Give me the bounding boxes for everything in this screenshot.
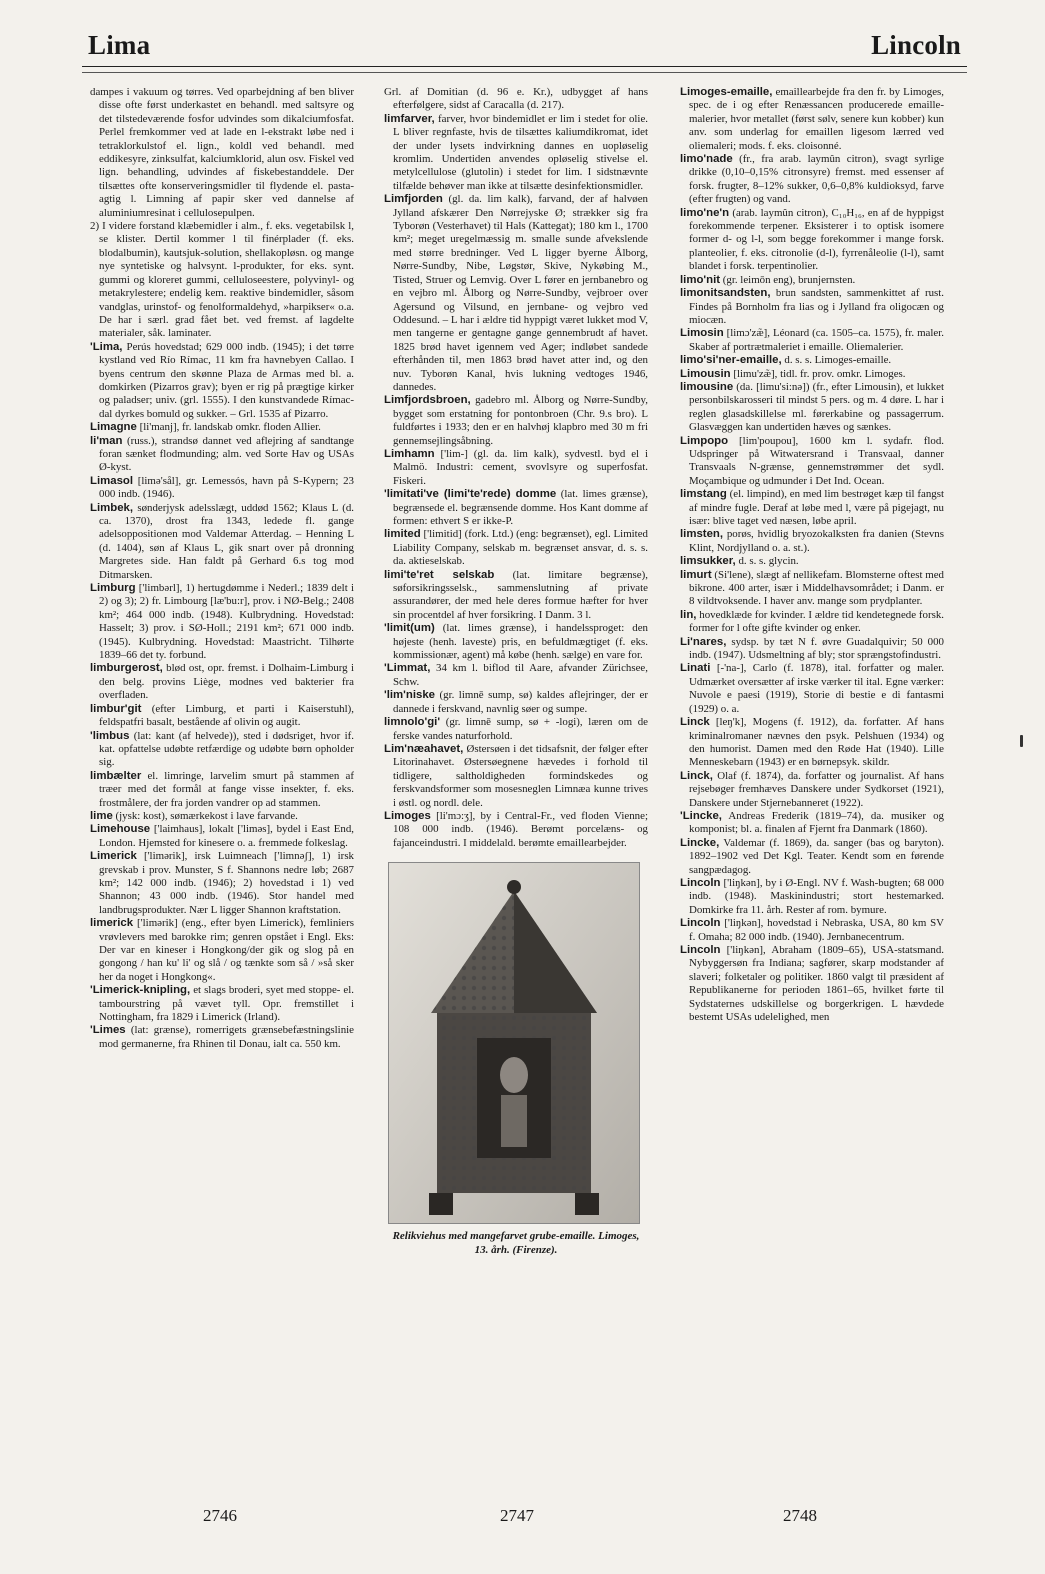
page-number-2: 2747 [500, 1506, 534, 1525]
dictionary-entry [680, 207, 944, 274]
entry-headword: 'limbus [90, 729, 130, 742]
entry-text: (da. [limu'si:nə]) (fr., efter Limousin), et lukket personbilskarosseri til mindst 5 pers. og m. 4 døre. L har i reglen glasadskillelse ml. førerkabine og passagerrum. Glasvæggen kan undertiden hæves og sænkes. [689, 380, 944, 434]
dictionary-entry [384, 743, 648, 810]
entry-text: (gr. limnē sump, sø) kaldes aflejringer, der er dannede i ferskvand, navnlig søer og sumpe. [393, 689, 648, 715]
entry-text: (efter Limburg, et parti i Kaiserstuhl), feldspatfri basalt, bestående af olivin og augit. [99, 702, 354, 729]
dictionary-entry [384, 662, 648, 689]
entry-text: ['liŋkən], hovedstad i Nebraska, USA, 80 km SV f. Omaha; 82 000 indb. (1940). Jernbanecentrum. [689, 917, 944, 943]
entry-headword: Limagne [90, 421, 137, 434]
entry-headword: Limburg [90, 582, 136, 595]
entry-headword: 'limitati've (limi'te'rede) domme [384, 488, 557, 501]
entry-text: (lat. limes grænse), begrænsede el. begrænsende domme. Hos Kant domme af formen: ethvert S er ikke-P. [393, 488, 648, 527]
entry-headword: Lincoln [680, 944, 721, 956]
reliquary-photo [388, 862, 640, 1224]
entry-headword: 'Limerick-knipling, [90, 984, 191, 997]
dictionary-entry [680, 287, 944, 327]
dictionary-entry [384, 810, 648, 850]
entry-headword: Limosin [680, 327, 724, 340]
dictionary-entry [90, 475, 354, 502]
entry-headword: 'Lincke, [680, 809, 722, 822]
entry-text: Valdemar (f. 1869), da. sanger (bas og baryton). 1892–1902 ved Det Kgl. Teater. Kendt som en førende sangpædagog. [689, 836, 944, 876]
entry-headword: limo'nit [680, 273, 721, 286]
entry-headword: Limfjordsbroen, [384, 394, 471, 407]
entry-headword: Limpopo [680, 434, 729, 447]
entry-headword: 'limit(um) [384, 622, 435, 635]
entry-text: (lat: kant (af helvede)), sted i dødsriget, hvor if. kat. opfattelse udøbte retfærdige og udøbte børn opholder sig. [99, 729, 354, 769]
dictionary-entry [680, 810, 944, 837]
entry-headword: 'lim'niske [384, 689, 436, 702]
entry-headword: 'Lima, [90, 340, 123, 353]
dictionary-entry [384, 113, 648, 193]
dictionary-entry [384, 193, 648, 394]
dictionary-entry [90, 770, 354, 810]
entry-headword: limburgerost, [90, 662, 163, 675]
dictionary-entry [90, 1024, 354, 1051]
entry-headword: Limhamn [384, 447, 435, 460]
entry-text: et slags broderi, syet med stoppe- el. tambourstring på vævet tyll. Opr. fremstillet i Nottingham, fra 1829 i Limerick (Irland). [99, 984, 354, 1024]
dictionary-entry [680, 944, 944, 1024]
entry-headword: limerick [90, 917, 134, 930]
entry-text: Grl. af Domitian (d. 96 e. Kr.), udbygget af hans efterfølgere, sidst af Caracalla (d. 217). [384, 86, 648, 112]
entry-text: 2) I videre forstand klæbemidler i alm., f. eks. vegetabilsk l, se klister. Dertil kommer l til finérplader (f. eks. blodalbumin), kautsjuk-solution, shellakopløsn. og mange nye syntetiske og halvsynt. l-produkter, for eks. synt. gummi og kloreret gummi, celluloseestere, polyvinyl- og metakrylestere; endelig kem. reaktive bindemidler, såsom vandglas, urinstof- og fenolformaldehyd, »harpikser« o.a. De har i særl. grad fået bet. ved fremst. af lagdelte materialer, såk. laminater. [90, 220, 354, 340]
entry-text: brun sandsten, sammenkittet af rust. Findes på Bornholm fra lias og i Jylland fra oligocæn og miocæn. [689, 287, 944, 326]
entry-headword: limousine [680, 380, 734, 393]
page-number-3: 2748 [783, 1506, 817, 1525]
dictionary-entry [680, 662, 944, 716]
entry-text: [limɔ'zæ̃], Léonard (ca. 1505–ca. 1575), fr. maler. Skaber af portrætmaleriet i emaille. Oliemalerier. [689, 327, 944, 353]
column-1 [90, 86, 354, 1476]
entry-headword: limstang [680, 488, 727, 501]
dictionary-entry [680, 636, 944, 663]
dictionary-entry [90, 502, 354, 582]
entry-text: ['limbərl], 1) hertugdømme i Nederl.; 1839 delt i 2) og 3); 2) fr. Limbourg [læ'bu:r], prov. i NØ-Belg.; 2408 km²; 464 000 indb. (1948). Kulbrydning. Hovedstad: Hasselt; 3) prov. i SØ-Holl.; 2191 km²; 671 000 indb. (1945). Kulbrydning. Hovedstad: Maastricht. Tilhørte 1839–66 det ty. forbund. [99, 582, 354, 662]
entry-headword: limo'si'ner-emaille, [680, 354, 782, 367]
entry-text: ['limərik] (eng., efter byen Limerick), femliniers vrøvlevers med barokke rim; genren opstået i Engl. Eks: Der var en kineser i Hongkong/der gik og slog på en gongong / han ku' li' og slå / og tænkte som så / »så sker her da noget i Hongkong«. [99, 917, 354, 983]
entry-text: [limu'zæ̃], tidl. fr. prov. omkr. Limoges. [730, 367, 906, 380]
entry-headword: Limoges [384, 809, 431, 822]
entry-text: [lim'poupou], 1600 km l. sydafr. flod. Udspringer på Witwatersrand i Transvaal, danner Transvaals N-grænse, gennemstrømmer det sydl. Moçambique og udmunder i Det Ind. Ocean. [689, 434, 944, 487]
entry-headword: lin, [680, 608, 697, 621]
entry-text: ['liŋkən], Abraham (1809–65), USA-statsmand. Nybyggersøn fra Indiana; sagfører, skarp modstander af slaveri; folketaler og politiker. 1860 valgt til præsident af Republikanerne for perioden 1861–65, hvilket førte til Sydstaternes udskillelse og borgerkrigen. L hævdede bestemt USAs udelelighed, men [689, 944, 944, 1024]
entry-headword: limi'te'ret selskab [384, 568, 495, 581]
dictionary-entry [90, 341, 354, 421]
entry-text: Andreas Frederik (1819–74), da. musiker og komponist; bl. a. finalen af Fjernt fra Danmark (1860). [689, 809, 944, 836]
entry-headword: Limoges-emaille, [680, 86, 773, 98]
dictionary-entry [384, 86, 648, 113]
entry-headword: Linck, [680, 769, 713, 782]
dictionary-entry [680, 569, 944, 609]
entry-text: gadebro ml. Ålborg og Nørre-Sundby, bygget som erstatning for pontonbroen (Chr. 9.s bro). L fuldførtes i 1933; den er en halvhøj klapbro med 30 m fri gennemsejlingsåbning. [393, 394, 648, 447]
entry-headword: Li'nares, [680, 635, 727, 648]
entry-headword: limo'ne'n [680, 206, 730, 219]
entry-text: (Si'lene), slægt af nellikefam. Blomsterne oftest med bikrone. 400 arter, især i Middelhavsområdet; i Danm. er 8 vildtvoksende. I haver anv. mange som prydplanter. [689, 568, 944, 608]
running-head [82, 28, 967, 67]
entry-text: sønderjysk adelsslægt, uddød 1562; Klaus L (d. ca. 1370), drost fra 1343, ledede fl. gange adelsoppositionen mod Valdemar Atterdag. – Henning L (d. 1404), søn af Klaus L, gik snart over på dronning Margretes side. Han faldt på Gerhard 6.s tog mod Ditmarsken. [99, 501, 354, 581]
entry-text: ['limitid] (fork. Ltd.) (eng: begrænset), egl. Limited Liability Company, selskab m. begrænset ansvar, d. s. s. da. aktieselskab. [393, 528, 648, 568]
dictionary-entry [680, 609, 944, 636]
entry-headword: 'Limes [90, 1024, 126, 1037]
margin-mark [1020, 735, 1023, 747]
entry-text: (gl. da. lim kalk), farvand, der af halvøen Jylland afskærer Den Nørrejyske Ø; strækker sig fra Tyborøn (Vesterhavet) til Hals (Kattegat); 180 km l., 1700 km²; meget uregelmæssig m. smalle sunde afvekslende med større bredninger. Ved L ligger byerne Ålborg, Nørre-Sundby, Nibe, Løgstør, Skive, Nykøbing M., Tisted, Struer og Lemvig. Over L fører en jernbanebro og en vejbro ml. Ålborg og Nørre-Sundby, vejbroer over Agersund og Vilsund, en jernbane- og vejbro ved Oddesund. – L har i ældre tid hyppigt været lukket mod V, men tangerne er gentagne gange gennembrudt af havet. 1825 brød havet igennem ved Ager; indløbet sandede efterhånden til, men 1863 brød havet atter ind, og den nuv. Tyborøn Kanal, hvis lukning vedtoges 1946, dannedes. [393, 193, 648, 393]
entry-text: [-'na-], Carlo (f. 1878), ital. forfatter og maler. Udmærket oversætter af irske værker til ital. Egne værker: Nuvole e paesi (1919), Storie di bestie e di fantasmi (1929) o. a. [689, 662, 944, 715]
figure-caption: Relikviehus med mangefarvet grube-emaille. Limoges, 13. årh. (Firenze). [392, 1230, 640, 1256]
dictionary-entry [384, 689, 648, 716]
entry-text: (fr., fra arab. laymûn citron), svagt syrlige drikke (0,10–0,15% citronsyre) fremst. med essenser af forsk. frugter, 8–12% sukker, 0,6–0,8% kuldioksyd, farve (efter frugten) og vand. [689, 153, 944, 206]
entry-headword: limbælter [90, 769, 142, 782]
entry-headword: Limousin [680, 367, 731, 380]
entry-headword: limnolo'gi' [384, 716, 441, 729]
entry-text: el. limringe, larvelim smurt på stammen af træer med det formål at fange visse insekter, f. eks. frostmålere, der fra jorden vandrer op ad stammen. [99, 769, 354, 809]
entry-text: porøs, hvidlig bryozokalksten fra danien (Stevns Klint, Nordjylland o. a. st.). [689, 528, 944, 554]
dictionary-entry [90, 662, 354, 702]
dictionary-entry [384, 488, 648, 528]
entry-headword: 'Limmat, [384, 662, 431, 675]
dictionary-entry [680, 435, 944, 489]
dictionary-entry [384, 448, 648, 488]
entry-text: (gr. leimōn eng), brunjernsten. [720, 273, 856, 286]
entry-headword: Linati [680, 662, 711, 675]
entry-headword: limonitsandsten, [680, 287, 771, 300]
dictionary-entry [680, 368, 944, 381]
entry-text: d. s. s. Limoges-emaille. [781, 354, 892, 367]
dictionary-entry [90, 730, 354, 770]
entry-headword: Limasol [90, 474, 134, 487]
dictionary-entry [680, 86, 944, 153]
reliquary-illustration [389, 863, 639, 1223]
dictionary-entry [90, 421, 354, 434]
entry-headword: Limerick [90, 850, 137, 863]
dictionary-entry [90, 810, 354, 823]
entry-text: ['liŋkən], by i Ø-Engl. NV f. Wash-bugten; 68 000 indb. (1948). Maskinindustri; stort hestemarked. Domkirke fra 11. årh. Rester af rom. bymure. [689, 876, 944, 916]
entry-headword: limsukker, [680, 555, 736, 568]
dictionary-entry [680, 877, 944, 917]
dictionary-entry [680, 327, 944, 354]
dictionary-entry [90, 703, 354, 730]
dictionary-entry [680, 837, 944, 877]
dictionary-entry [680, 917, 944, 944]
entry-headword: Limbek, [90, 501, 134, 514]
dictionary-entry [90, 850, 354, 917]
entry-headword: Lincoln [680, 876, 721, 889]
entry-text: Østersøen i det tidsafsnit, der følger efter Litorinahavet. Østersøegnene hævedes i forhold til tidligere, saltholdigheden formindskedes og ferskvandsformer som mosesneglen Limnæa kunne trives i østl. og nordl. dele. [393, 742, 648, 809]
column-3 [680, 86, 944, 1476]
entry-text: ['limərik], irsk Luimneach ['limnəʃ], 1) irsk grevskab i prov. Munster, S f. Shannons nedre løb; 2687 km²; 142 000 indb. (1946); 2) hovedstad i 1) ved Shannon; 43 000 indb. (1946). Stor handel med landbrugsprodukter. Nær L ligger Shannon kraftstation. [99, 850, 354, 916]
column-2 [384, 86, 648, 1476]
entry-text: farver, hvor bindemidlet er lim i stedet for olie. L bliver regnfaste, hvis de tilsættes kaliumdikromat, idet der under lysets indvirkning dannes en uopløselig kromlim. Undertiden anvendes opløselig stivelse el. metylcellulose (glutolin) i stedet for lim. I sidstnævnte tilfælde behøver man ikke at tilsætte desinfektionsmidler. [393, 112, 648, 192]
entry-text: Perús hovedstad; 629 000 indb. (1945); i det tørre kystland ved Río Rímac, 11 km fra havnebyen Callao. I byens centrum den skønne Plaza de Armas med bl. a. domkirken (Pizarros grav); byen er rig på prægtige kirker og paladser; univ. (grl. 1555). I den kunstvandede Rímac-dal dyrkes bomuld og sukker. – Grl. 1535 af Pizarro. [99, 340, 354, 420]
entry-text: 34 km l. biflod til Aare, afvander Zürichsee, Schw. [393, 662, 648, 688]
running-head-left: Lima [88, 30, 151, 60]
entry-text: ['lim-] (gl. da. lim kalk), sydvestl. byd el i Malmö. Industri: cement, svovlsyre og superfosfat. Fiskeri. [393, 447, 648, 487]
entry-text: blød ost, opr. fremst. i Dolhaim-Limburg i den belg. provins Liège, modnes ved bakterier fra overfladen. [99, 662, 354, 702]
entry-headword: limsten, [680, 528, 724, 541]
dictionary-entry [680, 381, 944, 435]
dictionary-entry [90, 917, 354, 984]
dictionary-entry [680, 274, 944, 287]
entry-text: (russ.), strandsø dannet ved aflejring af sandtange foran sænket flodmunding; alm. ved Sorte Hav og USAs Ø-kyst. [99, 434, 354, 474]
entry-text: (lat: grænse), romerrigets grænsebefæstningslinie mod germanerne, fra Rhinen til Donau, ialt ca. 550 km. [99, 1024, 354, 1050]
dictionary-entry [680, 488, 944, 528]
running-head-right: Lincoln [871, 30, 961, 60]
dictionary-entry [90, 86, 354, 220]
entry-text: (jysk: kost), sømærkekost i lave farvande. [112, 809, 298, 822]
entry-headword: li'man [90, 434, 123, 447]
entry-text: dampes i vakuum og tørres. Ved oparbejdning af ben bliver disse ofte først underkastet en behandl. med saltsyre og det tilstedeværende fosfor udvindes som dikalciumfosfat. Perlel fremkommer ved at lade en l-ekstrakt løbe ned i tetraklorkulstof el. lign., koldl ved behandl. med eddikesyre, zinksulfat, kalciumklorid, alun osv. Fiskel ved lign. behandling, udvindes af fiskebestanddele. Der tilsættes ofte konserveringsmidler til flydende el. pasta-agtig l. Limning af papir sker ved dannelse af aluminiumresinat i cellulosepulpen. [90, 86, 354, 219]
entry-text: emaillearbejde fra den fr. by Limoges, spec. de i og efter Renæssancen producerede emaille-malerier, hvor metallet (først sølv, senere kun kobber) kun anv. som underlag for emaillen ligesom lærred ved oliemaleri; mods. f. eks. cloisonné. [689, 86, 944, 152]
dictionary-entry [90, 823, 354, 850]
entry-headword: lime [90, 809, 113, 822]
entry-headword: limfarver, [384, 112, 435, 125]
entry-text: [leŋ'k], Mogens (f. 1912), da. forfatter. Af hans kriminalromaner nævnes den psyk. Pelshuen (1934) og den humorist. Damen med den Røde Hat (1940). Lille Menneskebarn (1943) er en børnepsyk. skildr. [689, 716, 944, 769]
entry-text: [li'manj], fr. landskab omkr. floden Allier. [136, 421, 321, 434]
entry-headword: Lim'næahavet, [384, 742, 464, 755]
entry-text: sydsp. by tæt N f. øvre Guadalquivir; 50 000 indb. (1947). Udsmeltning af bly; stor sprængstofindustri. [689, 635, 944, 662]
dictionary-entry [680, 528, 944, 555]
dictionary-entry [680, 354, 944, 367]
entry-text: Olaf (f. 1874), da. forfatter og journalist. Af hans rejsebøger fremhæves Danskere under Sydkorset (1921), Danskere under Stjernebanneret (1922). [689, 769, 944, 809]
entry-text: (arab. laymûn citron), C₁₀H₁₆, en af de hyppigst forekommende terpener. Eksisterer i to optisk isomere former d- og l-l, som begge forekommer i mange forsk. planteolier, f. eks. citronolie (d-l), fyrrenåleolie (l-l), samt blandet i forsk. terpentinolier. [689, 206, 944, 273]
entry-headword: Lincoln [680, 917, 721, 930]
entry-headword: Limfjorden [384, 193, 443, 206]
dictionary-entry [680, 770, 944, 810]
dictionary-entry [680, 716, 944, 770]
dictionary-entry [90, 435, 354, 475]
entry-text: [li'mɔ:ʒ], by i Central-Fr., ved floden Vienne; 108 000 indb. (1946). Berømt porcelæns- og fajanceindustri. I middelald. berømte emaillearbejder. [393, 809, 648, 849]
entry-text: (el. limpind), en med lim bestrøget kæp til fangst af mindre fugle. Deraf at løbe med l, være på pigejagt, nu især: blive taget ved næsen, løbe april. [689, 488, 944, 527]
header-rule [82, 72, 967, 73]
entry-text: hovedklæde for kvinder. I ældre tid kendetegnede forsk. former for l ofte gifte kvinder og enker. [689, 608, 944, 635]
entry-text: d. s. s. glycin. [735, 555, 799, 568]
dictionary-entry [90, 220, 354, 341]
entry-text: (gr. limnē sump, sø + -logi), læren om de ferske vandes naturforhold. [393, 716, 648, 742]
entry-headword: limurt [680, 568, 712, 581]
entry-headword: Lincke, [680, 836, 720, 849]
dictionary-entry [90, 984, 354, 1024]
dictionary-entry [680, 153, 944, 207]
dictionary-entry [384, 569, 648, 623]
entry-headword: Linck [680, 716, 710, 729]
figure [388, 862, 644, 1257]
entry-headword: limbur'git [90, 702, 142, 715]
dictionary-entry [384, 716, 648, 743]
entry-text: (lat. limitare begrænse), søforsikringsselsk., sammenslutning af private assurandører, der med hele deres formue hæfter for hver sin procentdel af hver forsikring. I Danm. 3 l. [393, 568, 648, 621]
dictionary-entry [680, 555, 944, 568]
entry-text: ['laimhaus], lokalt ['liməs], bydel i East End, London. Hjemsted for kinesere o. a. fremmede folkeslag. [99, 823, 354, 849]
dictionary-entry [384, 528, 648, 568]
entry-text: (lat. limes grænse), i handelssproget: den højeste (henh. laveste) pris, en befuldmægtiget (f. eks. kommissionær, agent) må købe (henh. sælge) en vare for. [393, 622, 648, 662]
entry-headword: Limehouse [90, 823, 151, 836]
dictionary-entry [384, 394, 648, 448]
dictionary-entry [384, 622, 648, 662]
entry-text: [limə'sål], gr. Lemessós, havn på S-Kypern; 23 000 indb. (1946). [99, 474, 354, 501]
entry-headword: limo'nade [680, 153, 733, 166]
entry-headword: limited [384, 528, 421, 541]
dictionary-entry [90, 582, 354, 662]
page-number-1: 2746 [203, 1506, 237, 1525]
